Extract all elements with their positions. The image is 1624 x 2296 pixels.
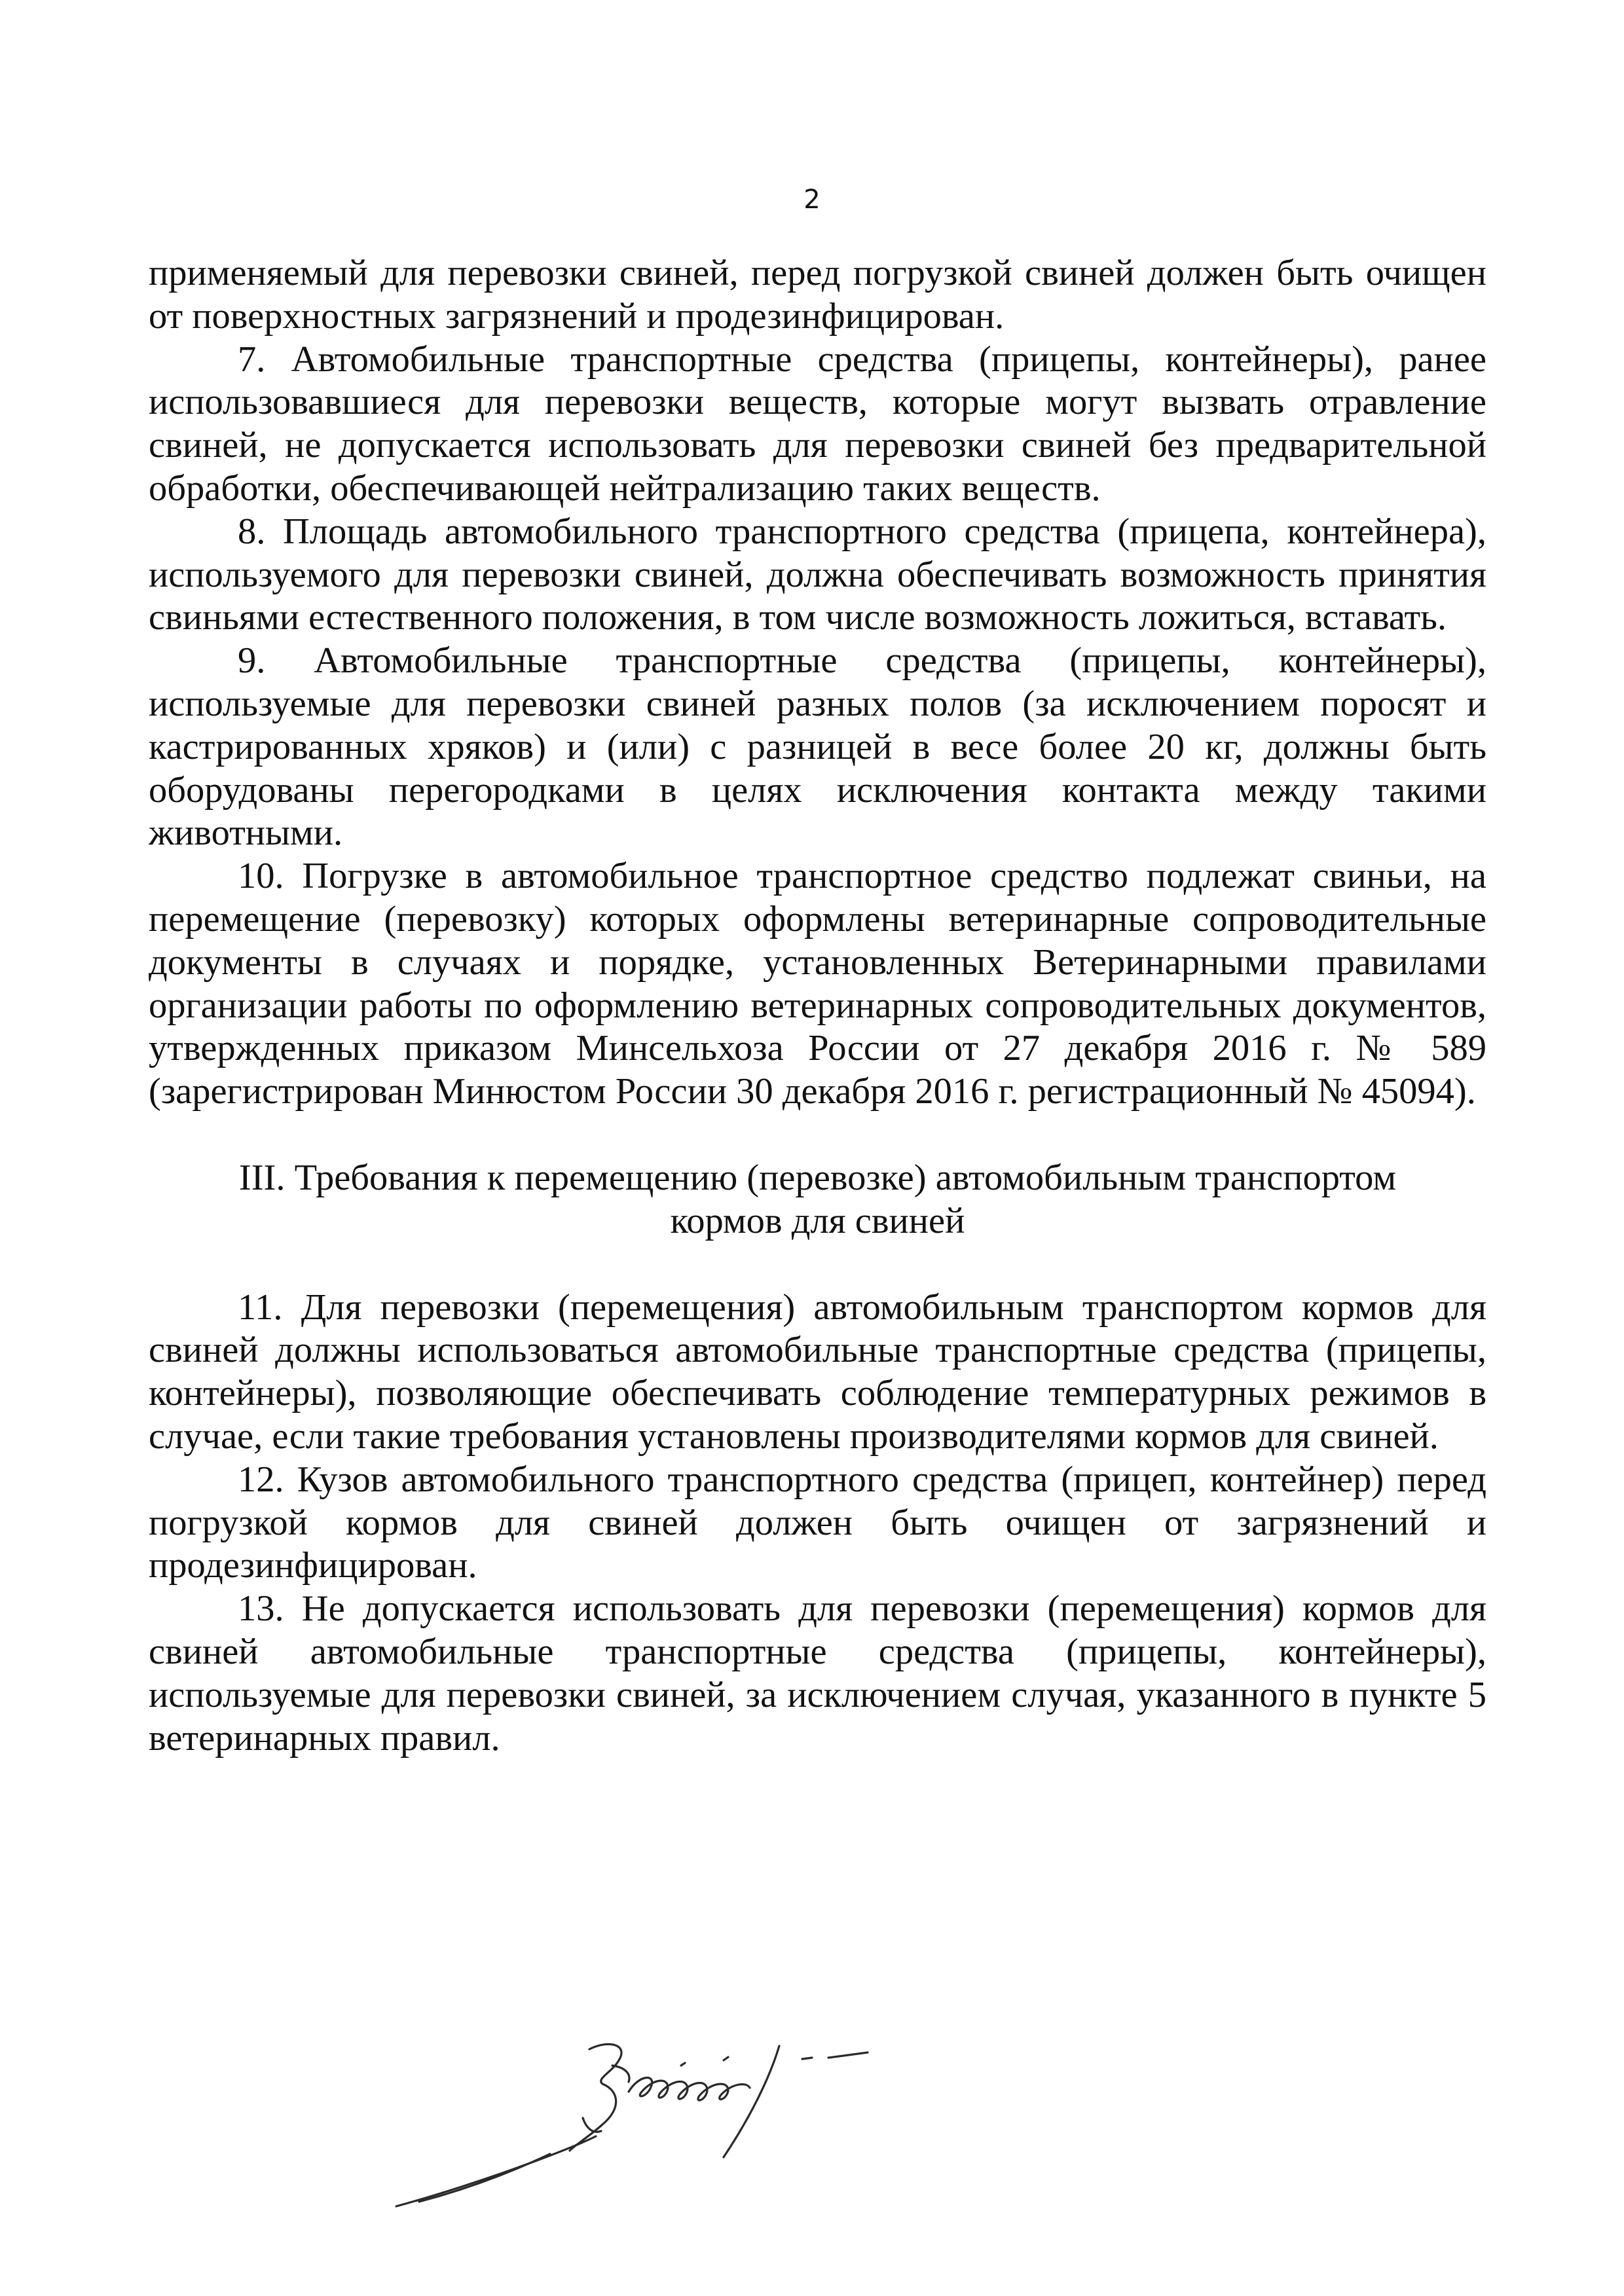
paragraph-continuation: применяемый для перевозки свиней, перед погрузкой свиней должен быть очищен от поверхностных загрязнений и продезинфицирован. bbox=[149, 253, 1486, 337]
paragraph-8: 8. Площадь автомобильного транспортного средства (прицепа, контейнера), используемого для перевозки свиней, должна обеспечивать возможность принятия свиньями естественного положения, в том числе возможность ложиться, вставать. bbox=[149, 511, 1486, 638]
handwritten-signature bbox=[393, 2020, 950, 2216]
paragraph-11: 11. Для перевозки (перемещения) автомобильным транспортом кормов для свиней должны использоваться автомобильные транспортные средства (прицепы, контейнеры), позволяющие обеспечивать соблюдение температурных режимов в случае, если такие требования установлены производителями кормов для свиней. bbox=[149, 1286, 1486, 1457]
document-body bbox=[149, 252, 1486, 1760]
section-heading-line-1: III. Требования к перемещению (перевозке) автомобильным транспортом bbox=[238, 1157, 1397, 1198]
section-heading-line-2: кормов для свиней bbox=[670, 1200, 965, 1241]
section-spacer-top bbox=[149, 1114, 1486, 1157]
paragraph-7: 7. Автомобильные транспортные средства (прицепы, контейнеры), ранее использовавшиеся для перевозки веществ, которые могут вызвать отравление свиней, не допускается использовать для перевозки свиней без предварительной обработки, обеспечивающей нейтрализацию таких веществ. bbox=[149, 338, 1486, 509]
section-heading bbox=[149, 1157, 1486, 1243]
paragraph-9: 9. Автомобильные транспортные средства (прицепы, контейнеры), используемые для перевозки свиней разных полов (за исключением поросят и кастрированных хряков) и (или) с разницей в весе более 20 кг, должны быть оборудованы перегородками в целях исключения контакта между такими животными. bbox=[149, 640, 1486, 854]
paragraph-13: 13. Не допускается использовать для перевозки (перемещения) кормов для свиней автомобильные транспортные средства (прицепы, контейнеры), используемые для перевозки свиней, за исключением случая, указанного в пункте 5 ветеринарных правил. bbox=[149, 1588, 1486, 1758]
paragraph-10: 10. Погрузке в автомобильное транспортное средство подлежат свиньи, на перемещение (перевозку) которых оформлены ветеринарные сопроводительные документы в случаях и порядке, установленных Ветеринарными правилами организации работы по оформлению ветеринарных сопроводительных документов, утвержденных приказом Минсельхоза России от 27 декабря 2016 г. № 589 (зарегистрирован Минюстом России 30 декабря 2016 г. регистрационный № 45094). bbox=[149, 856, 1486, 1112]
section-spacer-bottom bbox=[149, 1243, 1486, 1286]
paragraph-12: 12. Кузов автомобильного транспортного средства (прицеп, контейнер) перед погрузкой кормов для свиней должен быть очищен от загрязнений и продезинфицирован. bbox=[149, 1459, 1486, 1586]
page-number: 2 bbox=[803, 185, 821, 215]
